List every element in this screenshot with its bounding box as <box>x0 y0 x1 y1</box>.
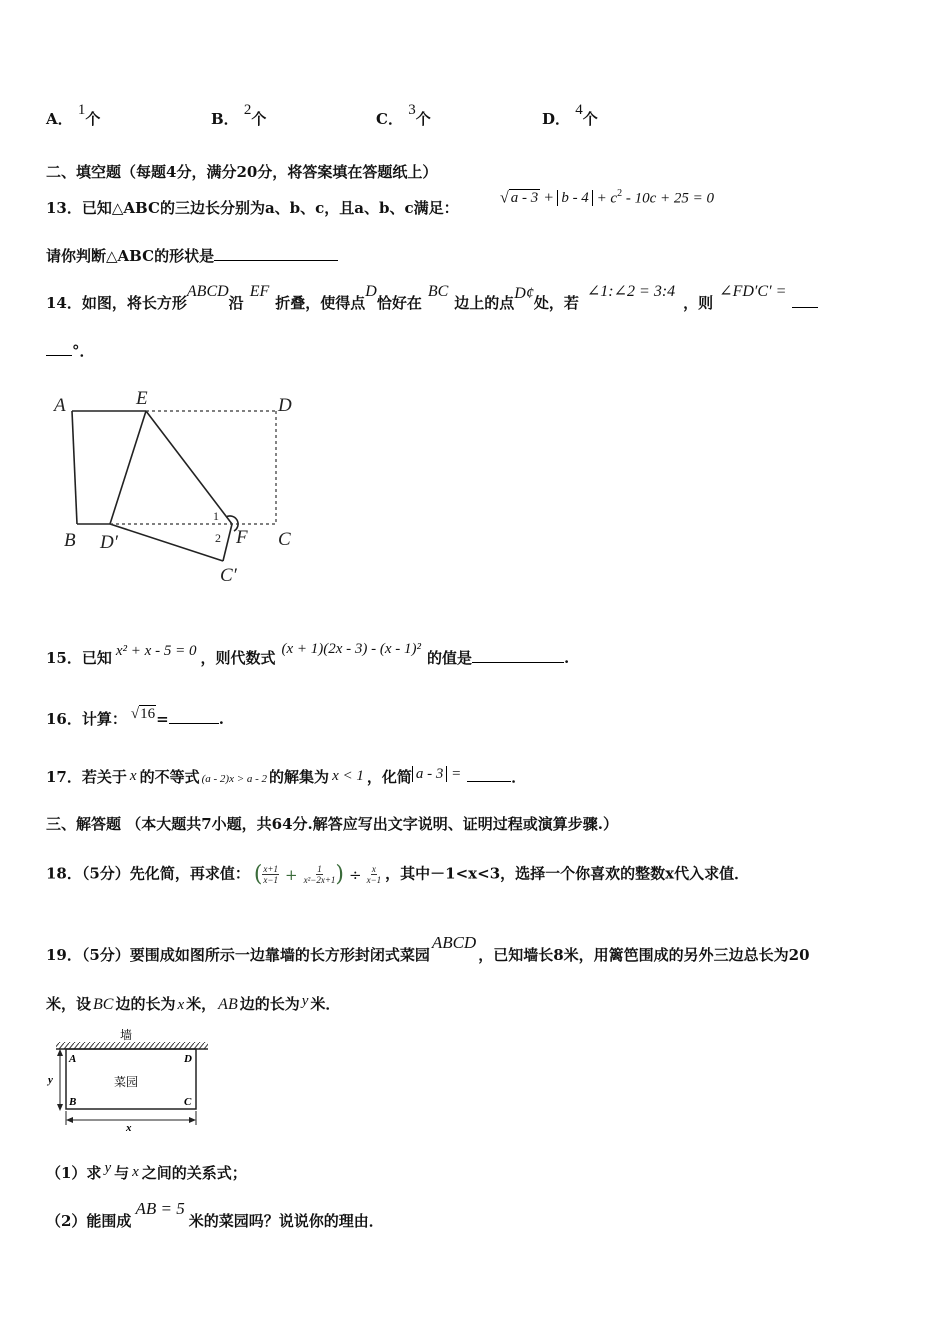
label-e: E <box>136 388 148 409</box>
q15-text: ，则代数式 <box>200 649 276 667</box>
q19-text: 米， <box>186 995 217 1013</box>
y-arrow-head <box>57 1104 63 1111</box>
option-b-unit: 个 <box>251 110 267 128</box>
q19-number: 19． <box>46 946 82 964</box>
label-b: B <box>64 530 76 551</box>
q19-sub1-text: （1）求 <box>46 1164 102 1182</box>
q18-expression: ( $\frac{x+1}{x-1}$ + $\frac{1}{\text{x²−2x+1}}$ ) ÷ $\frac{x}{x-1}$ <box>253 862 382 887</box>
q15-equation: x² + x - 5 = 0 <box>115 643 197 659</box>
segment-ab <box>72 411 77 524</box>
fraction-den: x−1 <box>263 875 278 885</box>
q17-text: 若关于 <box>81 768 127 786</box>
label-f: F <box>236 527 248 548</box>
q14-text: 折叠，使得点 <box>275 294 366 312</box>
q16-sqrt: √16 <box>130 706 156 722</box>
q13-text: 已知△ABC的三边长分别为a、b、c，且a、b、c满足： <box>81 199 459 217</box>
segment-cf <box>223 524 232 561</box>
q16-radicand: 16 <box>140 706 156 722</box>
q15-expression: (x + 1)(2x - 3) - (x - 1)² <box>281 641 422 657</box>
q19-sub2-math: AB = 5 <box>135 1199 185 1218</box>
q15-text: 已知 <box>81 649 112 667</box>
option-c-letter: C． <box>376 110 403 128</box>
q19-sub1-math: y <box>104 1160 112 1176</box>
q14-math: ∠FD′C′ = <box>719 283 787 300</box>
q17-abs: a - 3 <box>412 766 448 782</box>
q17-line <box>46 766 526 787</box>
fraction <box>367 864 382 885</box>
label-c: C <box>278 529 291 550</box>
q19-sub1-math: x <box>132 1164 139 1180</box>
q17-number: 17． <box>46 768 82 786</box>
q19-sub1-text: 之间的关系式； <box>141 1164 247 1182</box>
answer-blank[interactable] <box>467 767 511 782</box>
q16-equals: = <box>156 710 169 728</box>
label-d: D <box>184 1053 192 1065</box>
q14-math: D¢ <box>514 285 534 302</box>
label-b: B <box>69 1096 77 1108</box>
fraction-num: x+1 <box>263 864 278 874</box>
q13-radicand: a - 3 <box>510 190 539 207</box>
q19-text: 边的长为 <box>115 995 176 1013</box>
q13-abs: b - 4 <box>557 190 593 206</box>
option-c <box>376 102 431 129</box>
q19-sub1-text: 与 <box>114 1164 130 1182</box>
option-b-value: 2 <box>243 102 252 118</box>
answer-blank[interactable] <box>169 709 219 724</box>
label-d-prime: D′ <box>100 532 118 553</box>
answer-blank[interactable] <box>472 648 564 663</box>
q16-number: 16． <box>46 710 82 728</box>
section3-title: 三、解答题 （本大题共7小题，共64分.解答应写出文字说明、证明过程或演算步骤.） <box>46 815 618 833</box>
wall-hatch <box>56 1042 208 1049</box>
q15-text: 的值是 <box>427 649 473 667</box>
q19-text: ，已知墙长8米，用篱笆围成的另外三边总长为20 <box>478 946 810 964</box>
fraction-num: x <box>371 864 376 874</box>
option-d-unit: 个 <box>582 110 598 128</box>
q15-number: 15． <box>46 649 82 667</box>
q17-text: 的不等式 <box>139 768 200 786</box>
divide-sign: ÷ <box>349 865 362 884</box>
q18-text: ，其中－1<x<3，选择一个你喜欢的整数x代入求值． <box>385 864 750 883</box>
q16-text: 计算： <box>81 710 127 728</box>
q19-sub2-text: （2）能围成 <box>46 1212 132 1230</box>
q14-text: 恰好在 <box>376 294 422 312</box>
q19-line1 <box>46 933 810 965</box>
q19-math: x <box>177 997 185 1013</box>
option-c-unit: 个 <box>415 110 431 128</box>
q19-text: （5分）要围成如图所示一边靠墙的长方形封闭式菜园 <box>81 946 430 964</box>
label-c-prime: C′ <box>220 565 237 586</box>
label-angle-2: 2 <box>215 531 221 545</box>
q17-text: ，化简 <box>366 768 412 786</box>
q13-sup: 2 <box>617 188 623 199</box>
q19-text: 米． <box>310 995 341 1013</box>
option-a-unit: 个 <box>85 110 101 128</box>
q19-math: ABCD <box>431 933 477 952</box>
q19-text: 边的长为 <box>239 995 300 1013</box>
answer-blank[interactable] <box>214 246 338 261</box>
y-arrow-head <box>57 1049 63 1056</box>
q19-text: 米，设 <box>46 995 92 1013</box>
q13-question: 请你判断△ABC的形状是 <box>46 247 215 265</box>
q14-math: EF <box>249 283 270 300</box>
segment-ed <box>110 411 146 524</box>
label-d: D <box>278 395 292 416</box>
option-d <box>542 102 598 129</box>
q18-number: 18． <box>46 864 82 883</box>
q17-solution: x < 1 <box>332 768 364 784</box>
q19-line2 <box>46 993 340 1014</box>
label-a: A <box>69 1053 77 1065</box>
q19-math: BC <box>93 996 114 1013</box>
answer-blank[interactable] <box>792 293 818 308</box>
segment-dc <box>110 524 223 561</box>
option-d-letter: D． <box>542 110 571 128</box>
q13-c: + c <box>592 190 618 207</box>
q14-text: 沿 <box>228 294 244 312</box>
q13-plus: + <box>540 189 558 207</box>
q17-equals: = <box>447 766 462 782</box>
x-arrow-head <box>189 1117 196 1123</box>
answer-blank[interactable] <box>46 341 72 356</box>
q15-line: 15．已知 x² + x - 5 = 0 ，则代数式 (x + 1)(2x - 3) - (x - 1)² 的值是 . <box>46 641 570 667</box>
q14-end: °． <box>72 342 95 360</box>
q14-number: 14． <box>46 294 82 312</box>
q17-math: x <box>129 768 137 784</box>
figure-garden <box>44 1025 216 1133</box>
fraction <box>262 864 279 885</box>
label-angle-1: 1 <box>213 509 219 523</box>
q13-line2 <box>46 245 338 266</box>
q19-sub2 <box>46 1199 384 1231</box>
option-b-letter: B． <box>211 110 239 128</box>
q16-line: 16．计算： √16= . <box>46 706 224 728</box>
q14-text: 处，若 <box>533 294 579 312</box>
q13-rest: - 10c + 25 = 0 <box>622 190 714 207</box>
q14-text: 边上的点 <box>454 294 515 312</box>
figure-folded-rectangle <box>50 385 310 590</box>
x-arrow-head <box>66 1117 73 1123</box>
q14-math: BC <box>427 283 449 300</box>
sqrt-sign: √ <box>500 189 509 207</box>
q17-inequality: (a - 2)x > a - 2 <box>201 773 268 785</box>
fraction <box>304 864 336 885</box>
q17-text: 的解集为 <box>269 768 330 786</box>
option-b <box>211 102 267 129</box>
q14-line1 <box>46 283 818 313</box>
q14-line2 <box>46 340 95 361</box>
q14-math: ABCD <box>186 283 229 300</box>
fraction-den: x²−2x+1 <box>303 875 336 885</box>
fold-line-ef <box>146 411 232 524</box>
q14-math: D <box>365 283 377 300</box>
q13-number: 13． <box>46 199 82 217</box>
option-a-letter: A． <box>46 110 73 128</box>
label-x: x <box>126 1122 132 1133</box>
q14-text: 如图，将长方形 <box>81 294 187 312</box>
q19-sub1 <box>46 1162 247 1183</box>
label-a: A <box>54 395 66 416</box>
section2-title: 二、填空题（每题4分，满分20分，将答案填在答题纸上） <box>46 163 438 181</box>
option-c-value: 3 <box>408 102 416 118</box>
q13-equation <box>500 188 714 207</box>
option-a-value: 1 <box>77 102 86 118</box>
fraction-num: 1 <box>317 864 322 874</box>
q19-math: AB <box>218 996 238 1013</box>
wall-label: 墙 <box>120 1028 133 1042</box>
q19-sub2-text: 米的菜园吗？说说你的理由． <box>188 1212 384 1230</box>
q13-line1 <box>46 197 459 218</box>
q14-math: ∠1:∠2 = 3:4 <box>586 283 676 300</box>
q17-end: ． <box>511 768 527 786</box>
label-c: C <box>184 1096 192 1108</box>
garden-label: 菜园 <box>114 1075 139 1089</box>
label-y: y <box>48 1074 53 1086</box>
plus-sign: + <box>285 865 298 884</box>
q14-text: ，则 <box>683 294 714 312</box>
q18-text: （5分）先化简，再求值： <box>81 864 250 883</box>
fraction-den: x−1 <box>366 875 382 885</box>
q19-math: y <box>301 993 309 1009</box>
q18-line <box>46 862 749 887</box>
option-d-value: 4 <box>575 102 583 118</box>
option-a <box>46 102 101 129</box>
